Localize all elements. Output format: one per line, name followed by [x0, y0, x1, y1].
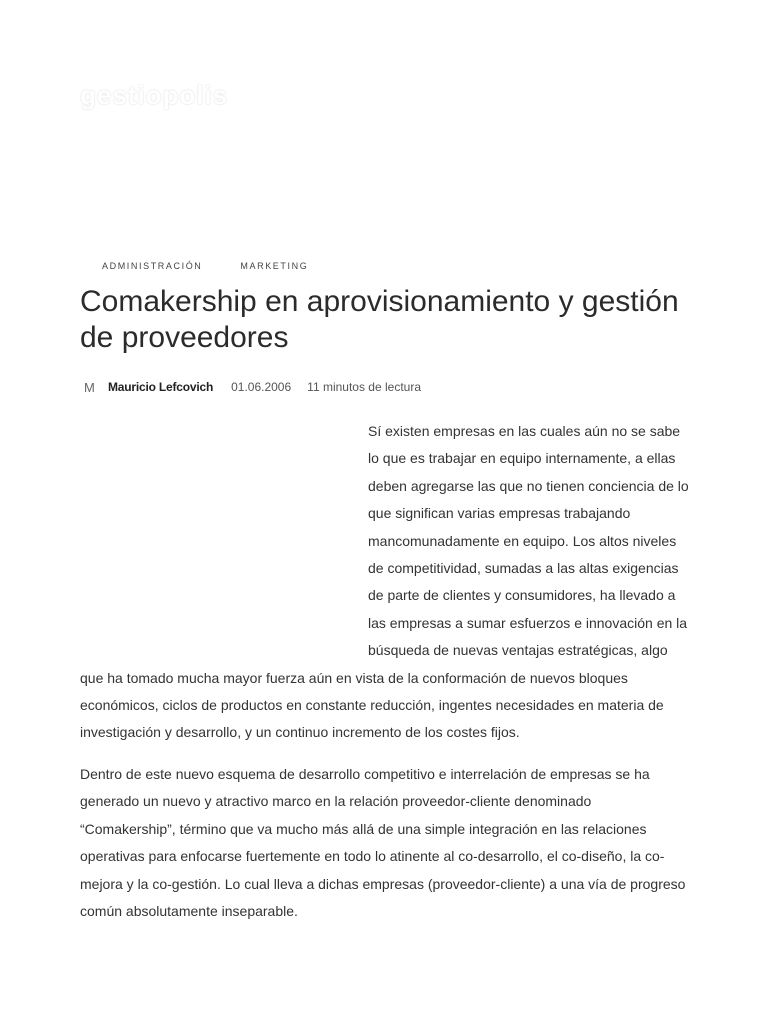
- category-tags: [102, 261, 308, 271]
- article-body: [80, 418, 690, 938]
- category-link-marketing[interactable]: MARKETING: [240, 261, 309, 271]
- article-paragraph: Sí existen empresas en las cuales aún no se sabe lo que es trabajar en equipo internamente, a ellas deben agregarse las que no tienen conciencia de lo que significan varias empresas trabajando mancomunadamente en equipo. Los altos niveles de competitividad, sumadas a las altas exigencias de parte de clientes y consumidores, ha llevado a las empresas a sumar esfuerzos e innovación en la búsqueda de nuevas ventajas estratégicas, algo que ha tomado mucha mayor fuerza aún en vista de la conformación de nuevos bloques económicos, ciclos de productos en constante reducción, ingentes necesidades en materia de investigación y desarrollo, y un continuo incremento de los costes fijos.: [80, 423, 689, 741]
- author-avatar[interactable]: M: [84, 379, 95, 395]
- author-link[interactable]: Mauricio Lefcovich: [108, 380, 214, 394]
- article-title: Comakership en aprovisionamiento y gestión de proveedores: [80, 285, 679, 354]
- ad-placeholder: [80, 418, 368, 641]
- article-paragraph: Dentro de este nuevo esquema de desarrollo competitivo e interrelación de empresas se ha generado un nuevo y atractivo marco en la relación proveedor-cliente denominado “Comakership”, término que va mucho más allá de una simple integración en las relaciones operativas para enfocarse fuertemente en todo lo atinente al co-desarrollo, el co-diseño, la co-mejora y la co-gestión. Lo cual lleva a dichas empresas (proveedor-cliente) a una vía de progreso común absolutamente inseparable.: [80, 765, 686, 919]
- category-link-administracion[interactable]: ADMINISTRACIÓN: [102, 261, 203, 271]
- publish-date: 01.06.2006: [231, 380, 292, 394]
- read-time: 11 minutos de lectura: [307, 380, 421, 394]
- article-byline: [84, 379, 421, 395]
- site-logo[interactable]: gestiopolis: [80, 80, 229, 110]
